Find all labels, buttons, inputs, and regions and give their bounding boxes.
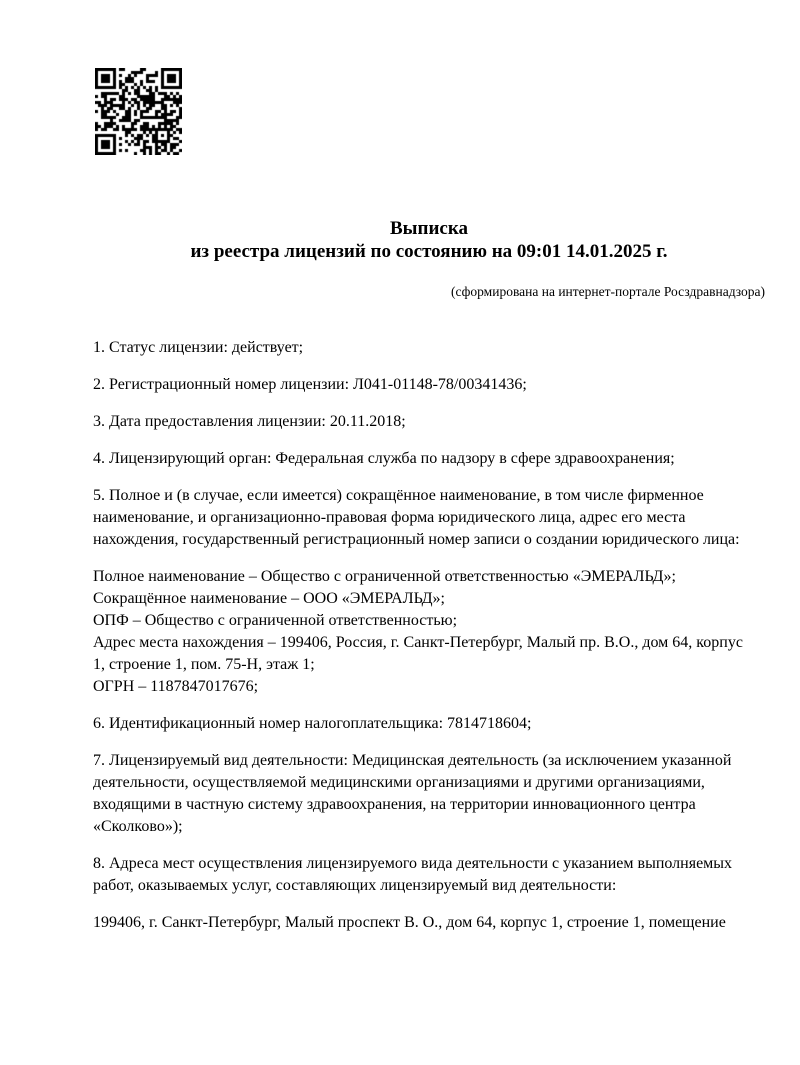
entity-address-line-1: Адрес места нахождения – 199406, Россия, г. Санкт-Петербург, Малый пр. В.О., дом 64, корпус <box>93 634 743 651</box>
paragraph-entity-info-heading <box>93 485 800 551</box>
entity-full-name: Полное наименование – Общество с ограниченной ответственностью «ЭМЕРАЛЬД»; <box>93 568 676 585</box>
entity-short-name: Сокращённое наименование – ООО «ЭМЕРАЛЬД»; <box>93 590 445 607</box>
text-line: деятельности, осуществляемой медицинскими организациями и другими организациями, <box>93 774 705 791</box>
entity-details <box>93 566 800 698</box>
qr-code <box>95 68 182 155</box>
entity-ogrn: ОГРН – 1187847017676; <box>93 678 259 695</box>
text-line: наименование, и организационно-правовая форма юридического лица, адрес его места <box>93 509 686 526</box>
document-body <box>93 337 800 934</box>
text-line: работ, оказываемых услуг, составляющих лицензируемый вид деятельности: <box>93 877 617 894</box>
text-line: 5. Полное и (в случае, если имеется) сокращённое наименование, в том числе фирменное <box>93 487 704 504</box>
entity-opf: ОПФ – Общество с ограниченной ответственностью; <box>93 612 458 629</box>
paragraph-reg-number: 2. Регистрационный номер лицензии: Л041-01148-78/00341436; <box>93 376 527 393</box>
text-line: «Сколково»); <box>93 818 183 835</box>
paragraph-activity-addresses-heading <box>93 853 800 897</box>
paragraph-license-date: 3. Дата предоставления лицензии: 20.11.2018; <box>93 413 406 430</box>
entity-address-line-2: 1, строение 1, пом. 75-Н, этаж 1; <box>93 656 315 673</box>
paragraph-inn: 6. Идентификационный номер налогоплательщика: 7814718604; <box>93 715 532 732</box>
formed-note: (сформирована на интернет-портале Росздравнадзора) <box>450 284 765 299</box>
paragraph-activity-type <box>93 750 800 838</box>
title-line-2: из реестра лицензий по состоянию на 09:01 14.01.2025 г. <box>190 241 668 262</box>
document-title <box>93 217 765 263</box>
text-line: входящими в частную систему здравоохранения, на территории инновационного центра <box>93 796 696 813</box>
text-line: 8. Адреса мест осуществления лицензируемого вида деятельности с указанием выполняемых <box>93 855 733 872</box>
paragraph-status: 1. Статус лицензии: действует; <box>93 339 304 356</box>
paragraph-licensing-authority: 4. Лицензирующий орган: Федеральная служба по надзору в сфере здравоохранения; <box>93 450 675 467</box>
title-line-1: Выписка <box>390 218 468 239</box>
text-line: нахождения, государственный регистрационный номер записи о создании юридического лица: <box>93 531 740 548</box>
text-line: 7. Лицензируемый вид деятельности: Медицинская деятельность (за исключением указанной <box>93 752 732 769</box>
activity-address-line: 199406, г. Санкт-Петербург, Малый проспект В. О., дом 64, корпус 1, строение 1, помещение <box>93 914 726 931</box>
